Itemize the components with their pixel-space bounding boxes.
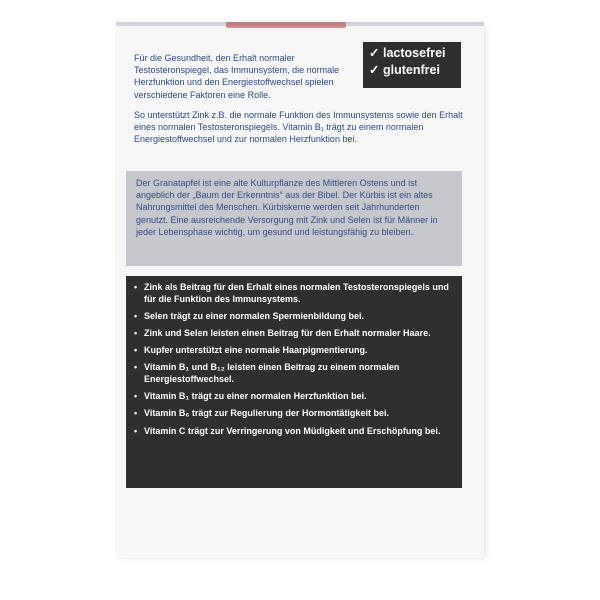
claim-text: Vitamin B₁ und B₁₂ leisten einen Beitrag zu einem normalen Energiestoffwechsel.: [144, 362, 400, 384]
claim-item: [134, 345, 452, 357]
check-icon: ✓: [369, 63, 380, 77]
claim-item: [134, 311, 452, 323]
zinc-vitamin-paragraph: So unterstützt Zink z.B. die normale Funktion des Immunsystems sowie den Erhalt eines normalen Testosteronspiegels. Vitamin B₁ trägt zu einem normalen Energiestoffwechsel und zur normalen Herzfunktion bei.: [134, 110, 463, 145]
intro-text: Für die Gesundheit, den Erhalt normaler Testosteronspiegel, das Immunsystem, die normale Herzfunktion und den Energiestoffwechsel spielen verschiedene Faktoren eine Rolle.: [134, 53, 340, 100]
dietary-badge: [363, 42, 461, 88]
claim-text: Zink und Selen leisten einen Beitrag für den Erhalt normaler Haare.: [144, 327, 431, 338]
claim-text: Zink als Beitrag für den Erhalt eines normalen Testosteronspiegels und für die Funktion des Immunsystems.: [144, 282, 449, 304]
bullet-icon: •: [134, 408, 138, 419]
claim-item: [134, 328, 452, 340]
bullet-icon: •: [134, 327, 138, 338]
claim-item: [134, 391, 452, 403]
claim-item: [134, 282, 452, 305]
badge-label: lactosefrei: [383, 46, 446, 60]
bullet-icon: •: [134, 391, 138, 402]
badge-label: glutenfrei: [383, 63, 440, 77]
health-claims-box: [126, 276, 462, 488]
badge-item-glutenfrei: [369, 62, 461, 79]
claim-text: Vitamin B₁ trägt zu einer normalen Herzfunktion bei.: [144, 391, 367, 402]
check-icon: ✓: [369, 46, 380, 60]
bullet-icon: •: [134, 362, 138, 373]
claim-text: Vitamin B₆ trägt zur Regulierung der Hormontätigkeit bei.: [144, 408, 389, 419]
brand-logo-remnant: [226, 22, 346, 28]
bullet-icon: •: [134, 345, 138, 356]
badge-item-lactosefrei: [369, 45, 461, 62]
bullet-icon: •: [134, 310, 138, 321]
claim-text: Kupfer unterstützt eine normale Haarpigmentierung.: [144, 345, 368, 356]
info-box-text: Der Granatapfel ist eine alte Kulturpflanze des Mittleren Ostens und ist angeblich der „Baum der Erkenntnis“ aus der Bibel. Der Kürbis ist ein altes Nahrungsmittel des Menschen. Kürbiskerne werden seit Jahrhunderten genutzt. Eine ausreichende Versorgung mit Zink und Selen ist für Männer in jeder Lebensphase wichtig, um gesund und leistungsfähig zu bleiben.: [136, 178, 438, 237]
bullet-icon: •: [134, 282, 138, 292]
claim-text: Selen trägt zu einer normalen Spermienbildung bei.: [144, 310, 365, 321]
claim-text: Vitamin C trägt zur Verringerung von Müdigkeit und Erschöpfung bei.: [144, 425, 441, 436]
claim-item: [134, 426, 452, 438]
claim-item: [134, 362, 452, 385]
bullet-icon: •: [134, 425, 138, 436]
info-box: [126, 171, 462, 266]
claim-item: [134, 408, 452, 420]
